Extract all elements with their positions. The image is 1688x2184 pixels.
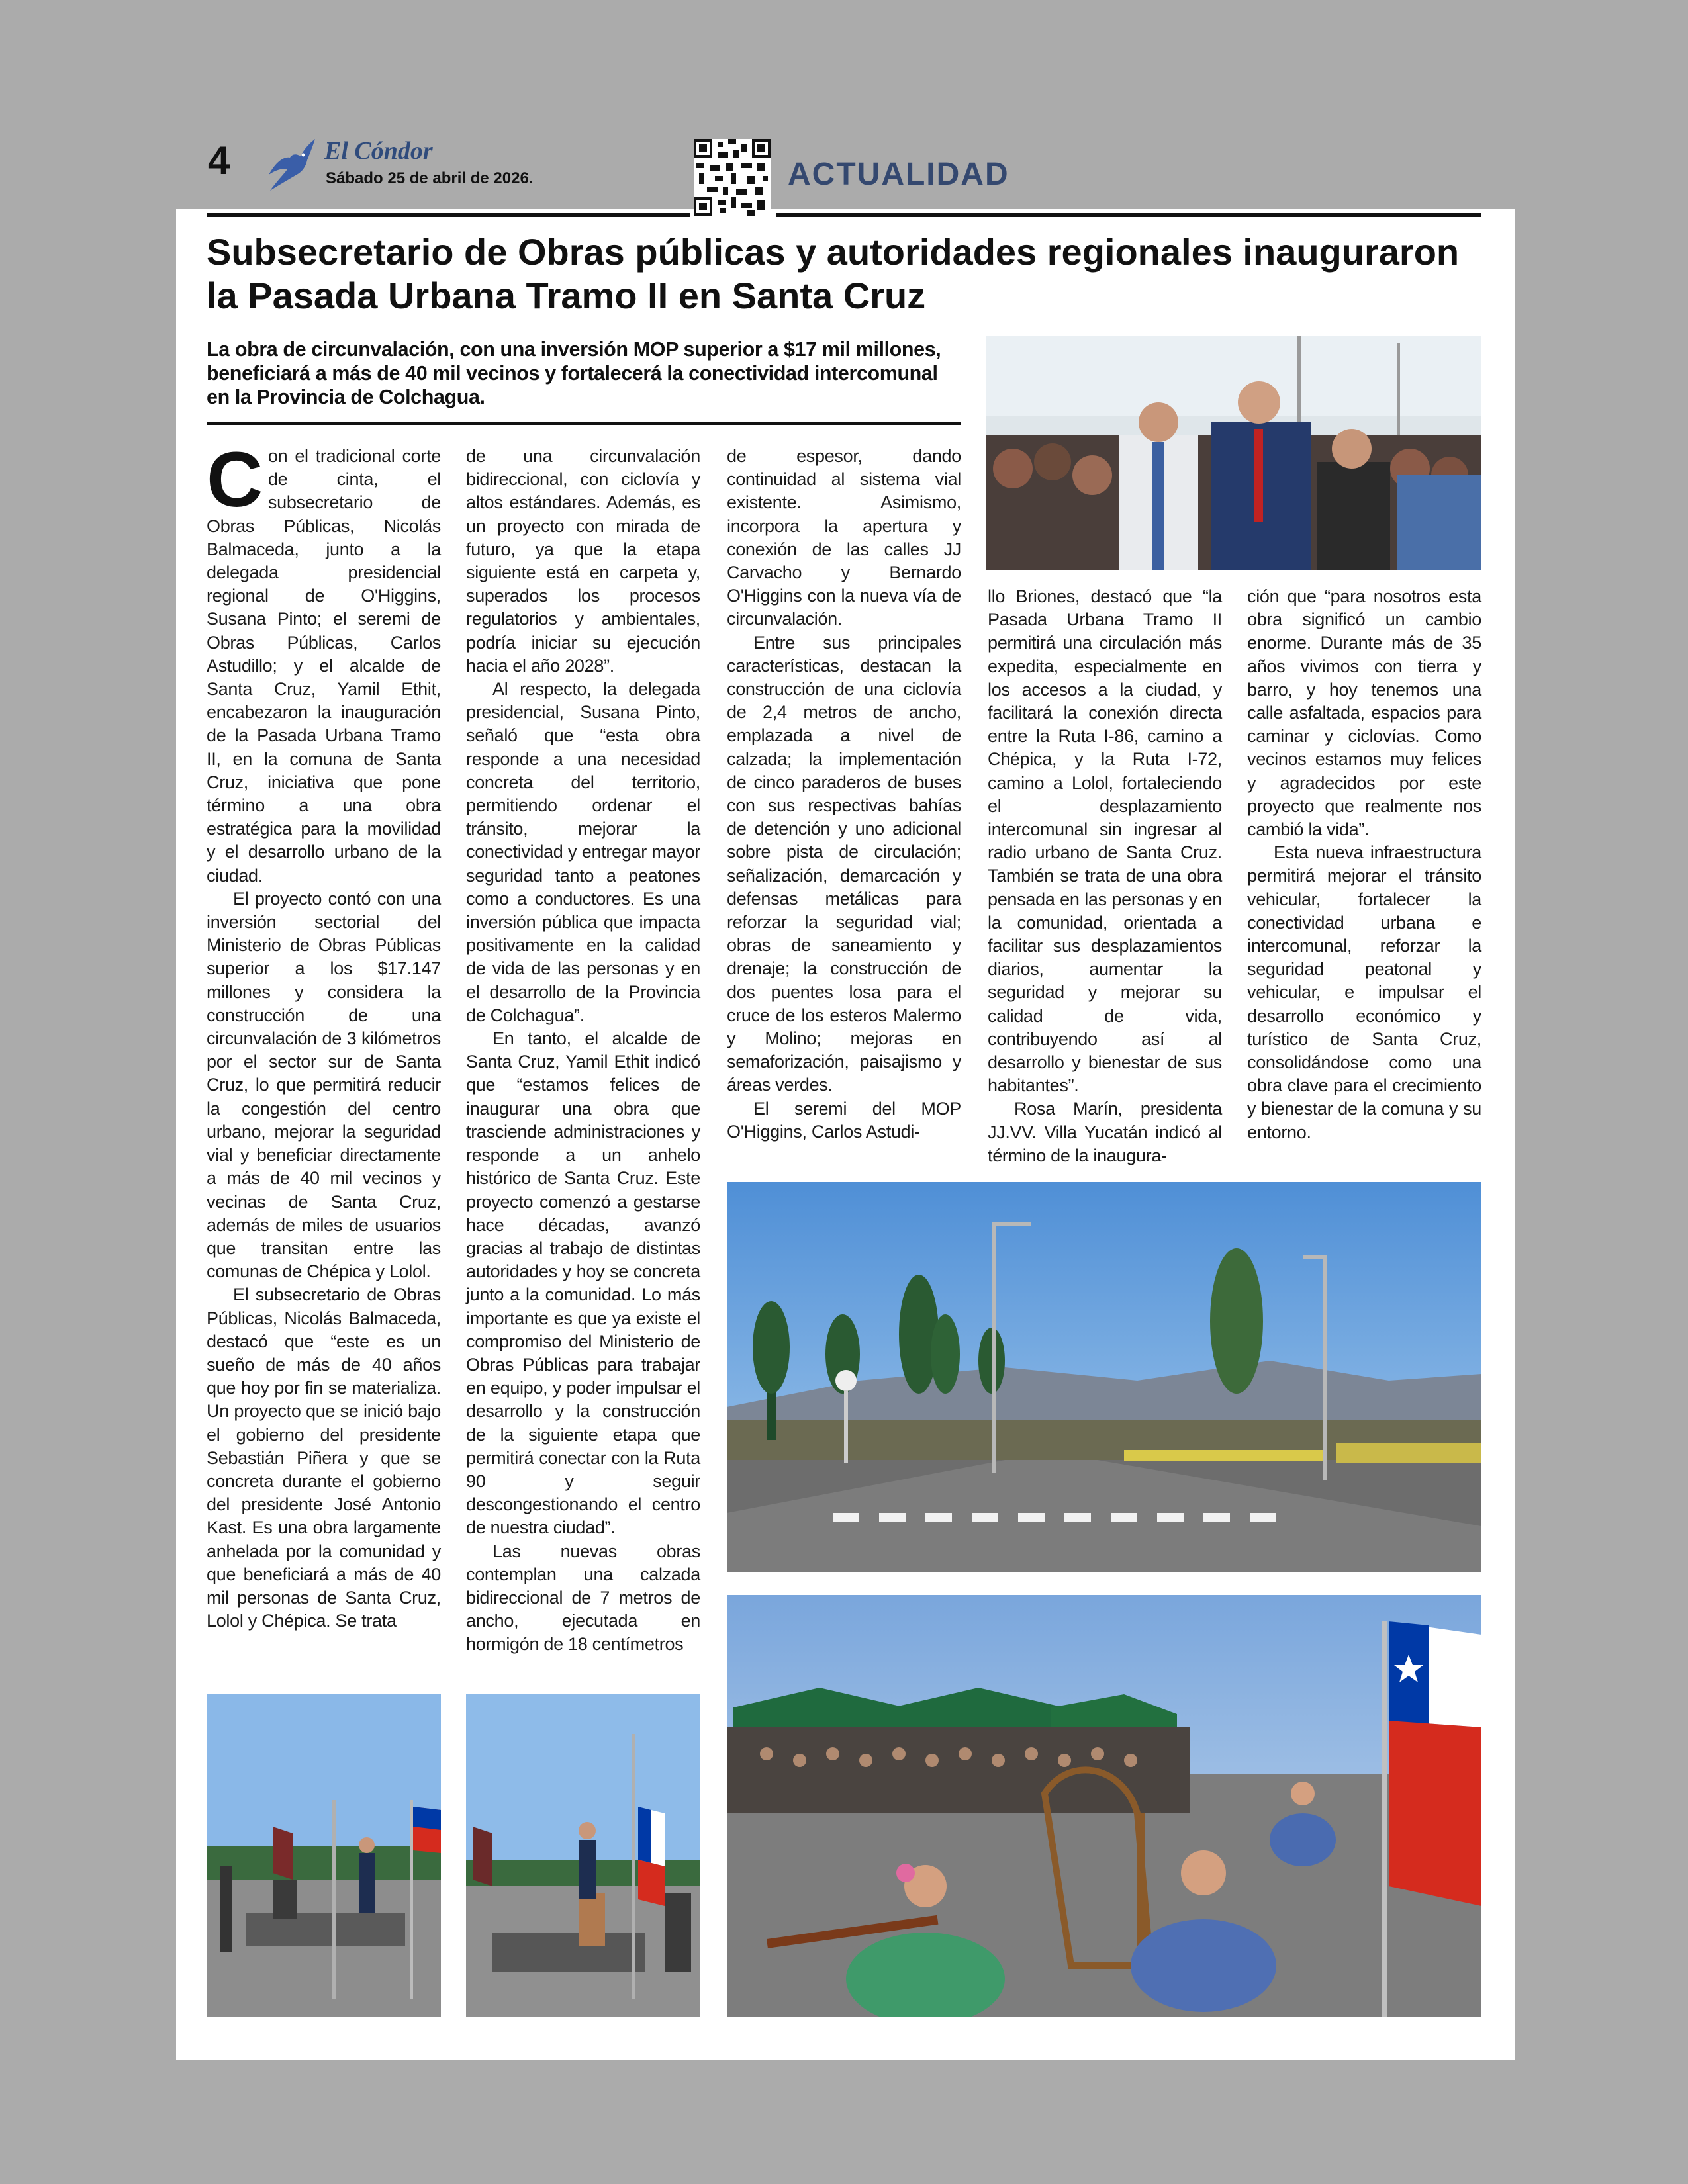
newspaper-name: El Cóndor: [324, 137, 433, 165]
article-column-1: [207, 436, 441, 1633]
headline: Subsecretario de Obras públicas y autoridades regionales inauguraron la Pasada Urbana Tramo II en Santa Cruz: [207, 231, 1460, 316]
drop-cap: C: [207, 436, 263, 523]
paragraph: Entre sus principales características, destacan la construcción de una ciclovía de 2,4 metros de ancho, emplazada a nivel de calzada; la implementación de cinco paraderos de buses con sus respectivas bahías de detención y uno adicional sobre pista de circulación; señalización, demarcación y defensas metálicas para reforzar la seguridad vial; obras de saneamiento y drenaje; la construcción de dos puentes losa para el cruce de los esteros Malermo y Molino; mejoras en semaforización, paisajismo y áreas verdes.: [727, 632, 961, 1095]
paragraph: Con el tradicional corte de cinta, el subsecretario de Obras Públicas, Nicolás Balmaceda, junto a la delegada presidencial regional de O'Higgins, Susana Pinto; el seremi de Obras Públicas, Carlos Astudillo; y el alcalde de Santa Cruz, Yamil Ethit, encabezaron la inauguración de la Pasada Urbana Tramo II, en la comuna de Santa Cruz, iniciativa que pone término a una obra estratégica para la movilidad y el desarrollo urbano de la ciudad.: [207, 436, 441, 886]
photo-ceremony-harp-flag: [727, 1595, 1481, 2017]
photo-speaker-podium-2: [466, 1694, 700, 2017]
paragraph: Rosa Marín, presidenta JJ.VV. Villa Yucatán indicó al término de la inaugura-: [988, 1099, 1222, 1165]
paragraph: ción que “para nosotros esta obra significó un cambio enorme. Durante más de 35 años vivimos con tierra y barro, y hoy tenemos una calle asfaltada, espacios para caminar y ciclovías. Como vecinos estamos muy felices y agradecidos por este proyecto que realmente nos cambió la vida”.: [1247, 586, 1481, 840]
article-column-3: [727, 445, 961, 1144]
paragraph: Al respecto, la delegada presidencial, Susana Pinto, señaló que “esta obra responde a una necesidad concreta del territorio, permitiendo ordenar el tránsito, mejorar la conectividad y entregar mayor seguridad tanto a peatones como a conductores. Es una inversión pública que impacta positivamente en la calidad de vida de las personas y en el desarrollo de la Provincia de Colchagua”.: [466, 679, 700, 1025]
photo-authorities-ribbon-cutting: [986, 336, 1481, 570]
paragraph: Las nuevas obras contemplan una calzada bidireccional de 7 metros de ancho, ejecutada en hormigón de 18 centímetros: [466, 1541, 700, 1655]
paragraph: Esta nueva infraestructura permitirá mejorar el tránsito vehicular, fortalecer la conectividad urbana e intercomunal, reforzar la seguridad peatonal y vehicular, e impulsar el desarrollo económico y turístico de Santa Cruz, consolidándose como una obra clave para el crecimiento y bienestar de la comuna y su entorno.: [1247, 842, 1481, 1142]
photo-new-road: [727, 1182, 1481, 1572]
deck: La obra de circunvalación, con una inversión MOP superior a $17 mil millones, beneficiará a más de 40 mil vecinos y fortalecerá la conectividad intercomunal en la Provincia de Colchagua.: [207, 338, 941, 408]
article-column-2: [466, 445, 700, 1657]
page-number: 4: [208, 138, 230, 183]
article-column-5: [1247, 585, 1481, 1144]
paragraph: El proyecto contó con una inversión sectorial del Ministerio de Obras Públicas superior a los $17.147 millones y considera la construcción de una circunvalación de 3 kilómetros por el sector sur de Santa Cruz, lo que permitirá reducir la congestión del centro urbano, mejorar la seguridad vial y beneficiar directamente a más de 40 mil vecinos y vecinas de Santa Cruz, además de miles de usuarios que transitan entre las comunas de Chépica y Lolol.: [207, 888, 441, 1282]
header-rule-right: [776, 213, 1481, 217]
article-column-4: [988, 585, 1222, 1167]
paragraph: El subsecretario de Obras Públicas, Nicolás Balmaceda, destacó que “este es un sueño de más de 40 años que hoy por fin se materializa. Un proyecto que se inició bajo el gobierno del presidente Sebastián Piñera y que se concreta durante el gobierno del presidente José Antonio Kast. Es una obra largamente anhelada por la comunidad y que beneficiará a más de 40 mil personas de Santa Cruz, Lolol y Chépica. Se trata: [207, 1285, 441, 1631]
section-label: ACTUALIDAD: [788, 157, 1009, 192]
paragraph: El seremi del MOP O'Higgins, Carlos Astudi-: [727, 1098, 961, 1142]
paragraph: de una circunvalación bidireccional, con ciclovía y altos estándares. Además, es un proyecto con mirada de futuro, ya que la etapa siguiente está en carpeta y, superados los procesos regulatorios y ambientales, podría iniciar su ejecución hacia el año 2028”.: [466, 446, 700, 676]
paragraph: de espesor, dando continuidad al sistema vial existente. Asimismo, incorpora la apertura y conexión de las calles JJ Carvacho y Bernardo O'Higgins con la nueva vía de circunvalación.: [727, 446, 961, 629]
issue-date: Sábado 25 de abril de 2026.: [326, 169, 534, 187]
paragraph: En tanto, el alcalde de Santa Cruz, Yamil Ethit indicó que “estamos felices de inaugurar una obra que trasciende administraciones y responde a un anhelo histórico de Santa Cruz. Este proyecto comenzó a gestarse hace décadas, avanzó gracias al trabajo de distintas autoridades y hoy se concreta junto a la comunidad. Lo más importante es que ya existe el compromiso del Ministerio de Obras Públicas para trabajar en equipo, y poder impulsar el desarrollo y la construcción de la siguiente etapa que permitirá conectar con la Ruta 90 y seguir descongestionando el centro de nuestra ciudad”.: [466, 1028, 700, 1538]
photo-speaker-podium-1: [207, 1694, 441, 2017]
paragraph: llo Briones, destacó que “la Pasada Urbana Tramo II permitirá una circulación más expedita, especialmente en los accesos a la ciudad, y facilitará la conexión directa entre la Ruta I-86, camino a Chépica, y la Ruta I-72, camino a Lolol, fortaleciendo el desplazamiento intercomunal sin ingresar al radio urbano de Santa Cruz. También se trata de una obra pensada en las personas y en la comunidad, orientada a facilitar sus desplazamientos diarios, aumentar la seguridad y mejorar su calidad de vida, contribuyendo así al desarrollo y bienestar de sus habitantes”.: [988, 586, 1222, 1096]
qr-code-icon: [694, 139, 771, 216]
header-rule-left: [207, 213, 690, 217]
condor-logo-icon: [263, 136, 323, 197]
deck-rule: [207, 422, 961, 425]
